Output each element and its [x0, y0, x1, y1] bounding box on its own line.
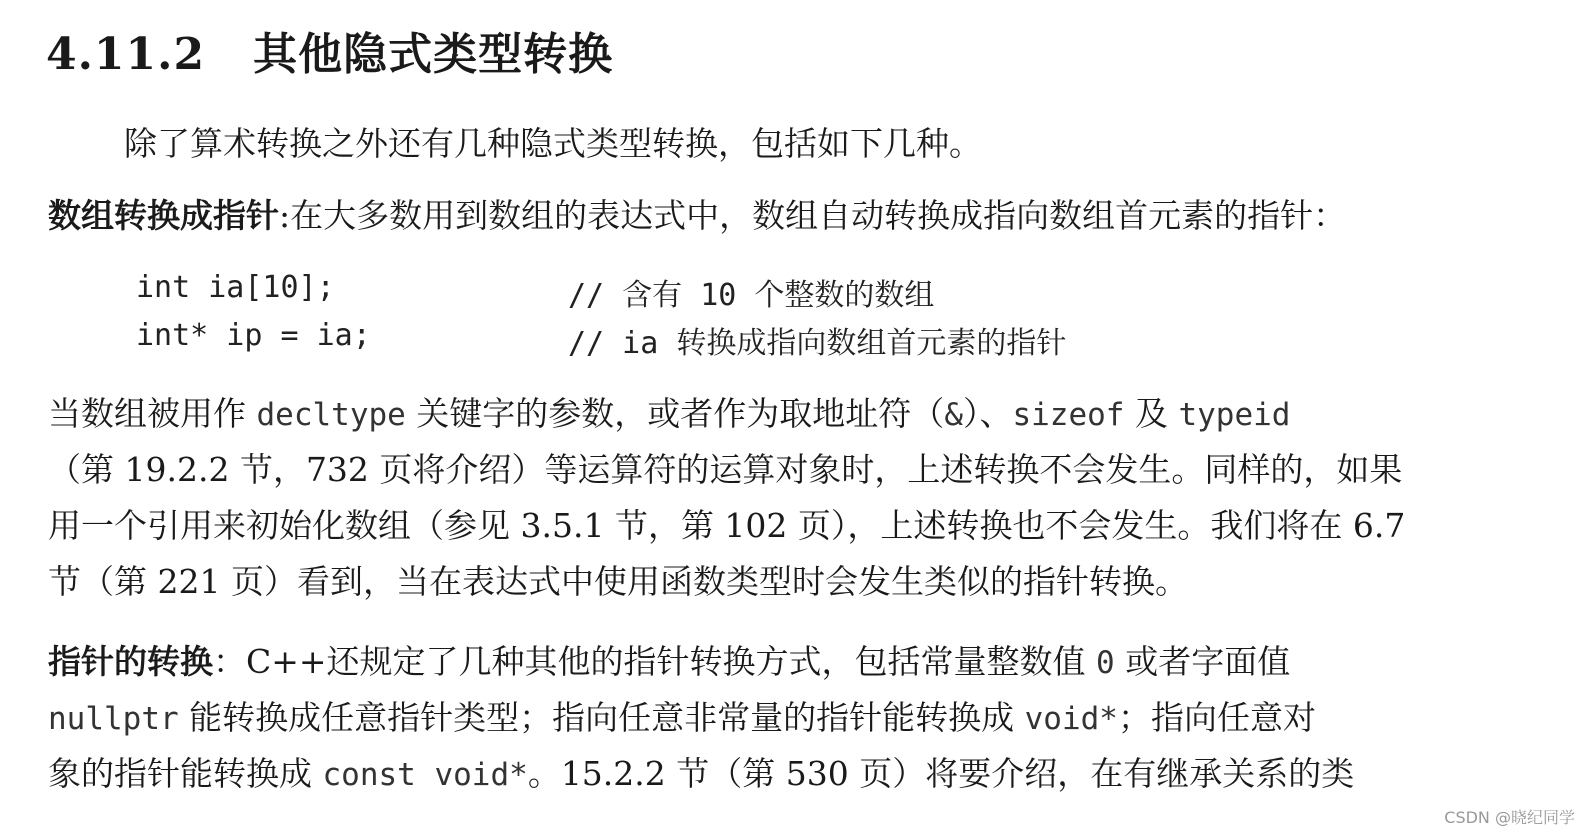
text-run: C++还规定了几种其他的指针转换方式，包括常量整数值 — [246, 642, 1097, 681]
code-term-ampersand: & — [944, 397, 963, 433]
pointer-conv-line-3 — [48, 754, 1354, 795]
para2-line-1 — [48, 394, 1290, 435]
watermark: CSDN @晓纪同学 — [1444, 808, 1575, 827]
pointer-conv-line-1 — [48, 642, 1290, 683]
section-number: 4.11.2 — [46, 29, 206, 80]
code-term-typeid: typeid — [1178, 397, 1291, 433]
para2-line-3: 用一个引用来初始化数组（参见 3.5.1 节，第 102 页），上述转换也不会发生。我们将在 6.7 — [48, 506, 1406, 545]
section-heading — [46, 18, 613, 82]
code-term-void-ptr: void* — [1024, 701, 1118, 737]
intro-paragraph: 除了算术转换之外还有几种隐式类型转换，包括如下几种。 — [124, 124, 982, 163]
text-run: ；指向任意对 — [1117, 698, 1316, 737]
array-to-pointer-text: 在大多数用到数组的表达式中，数组自动转换成指向数组首元素的指针： — [290, 196, 1347, 235]
code-line-2 — [136, 318, 1067, 361]
para2-line-2: （第 19.2.2 节，732 页将介绍）等运算符的运算对象时，上述转换不会发生。同样的，如果 — [48, 450, 1403, 489]
code-term-decltype: decltype — [256, 397, 406, 433]
code-term-sizeof: sizeof — [1012, 397, 1125, 433]
text-run: 及 — [1124, 394, 1179, 433]
code-term-nullptr: nullptr — [48, 701, 179, 737]
code-term-const-void-ptr: const void* — [322, 757, 528, 793]
code-statement: int ia[10]; — [136, 270, 335, 305]
code-term-zero: 0 — [1096, 645, 1115, 681]
code-comment: // ia 转换成指向数组首元素的指针 — [568, 326, 1067, 361]
text-run: 能转换成任意指针类型；指向任意非常量的指针能转换成 — [178, 698, 1025, 737]
pointer-conv-line-2 — [48, 698, 1316, 739]
text-run: ）、 — [962, 394, 1013, 433]
array-to-pointer-paragraph — [48, 196, 1346, 236]
para2-line-4: 节（第 221 页）看到，当在表达式中使用函数类型时会发生类似的指针转换。 — [48, 562, 1188, 601]
code-comment: // 含有 10 个整数的数组 — [568, 278, 935, 313]
text-run: 或者字面值 — [1114, 642, 1291, 681]
array-to-pointer-colon: : — [279, 196, 291, 235]
pointer-conv-term: 指针的转换 — [48, 642, 213, 681]
text-run: 。15.2.2 节（第 530 页）将要介绍，在有继承关系的类 — [527, 754, 1355, 793]
array-to-pointer-term: 数组转换成指针 — [48, 196, 279, 235]
pointer-conv-colon: ： — [213, 642, 246, 681]
text-run: 关键字的参数，或者作为取地址符（ — [405, 394, 945, 433]
text-run: 象的指针能转换成 — [48, 754, 323, 793]
section-title: 其他隐式类型转换 — [253, 29, 614, 80]
code-line-1 — [136, 270, 935, 313]
code-statement: int* ip = ia; — [136, 318, 371, 353]
text-run: 当数组被用作 — [48, 394, 257, 433]
